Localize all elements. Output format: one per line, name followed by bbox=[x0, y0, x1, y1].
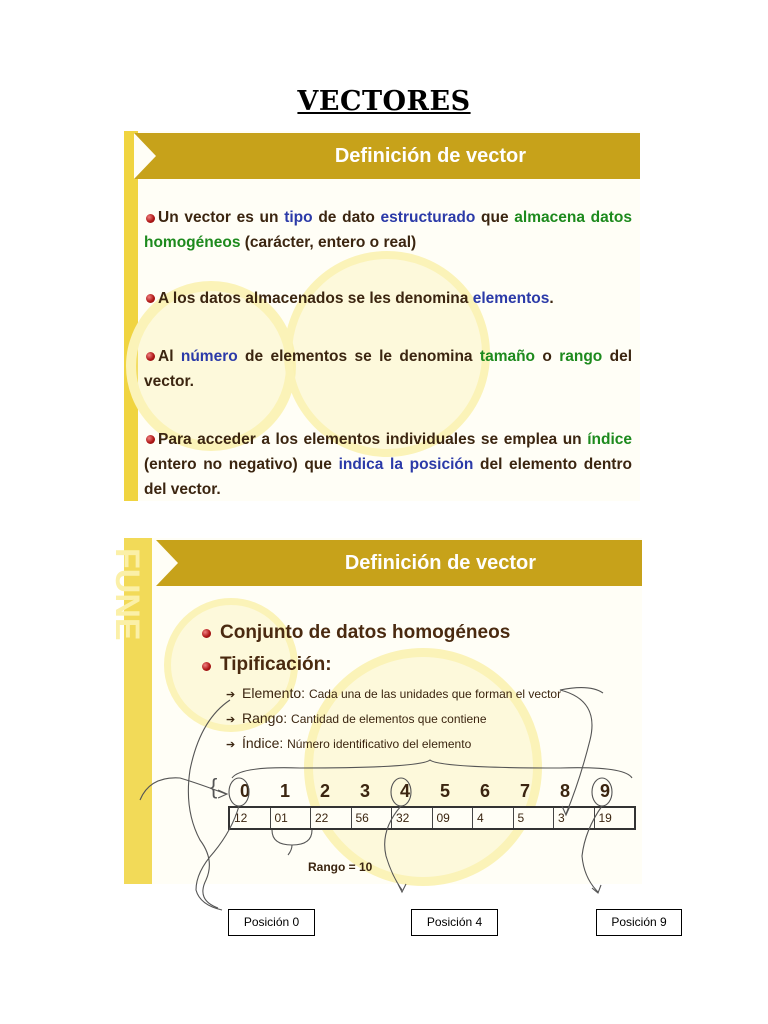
index-arrow bbox=[140, 778, 226, 800]
element-arrow bbox=[560, 688, 603, 814]
vector-cell: 22 bbox=[311, 808, 352, 828]
bullet-typification: Tipificación: bbox=[220, 654, 332, 675]
index-label: 1 bbox=[279, 781, 290, 801]
callout-4-line bbox=[385, 806, 402, 890]
vector-cell: 4 bbox=[473, 808, 514, 828]
vector-cell: 3 bbox=[554, 808, 595, 828]
slide-title: Definición de vector bbox=[334, 145, 526, 167]
index-0-circle bbox=[229, 778, 249, 806]
paragraph-size: Al número de elementos se le denomina tamaño o rango del vector. bbox=[144, 348, 633, 390]
callout-9-line bbox=[582, 806, 602, 892]
index-label: 4 bbox=[399, 781, 410, 801]
index-label: 2 bbox=[319, 781, 330, 801]
cell-bracket bbox=[272, 830, 312, 845]
brace-glyph: { bbox=[210, 774, 218, 799]
vector-cell: 56 bbox=[352, 808, 393, 828]
callout-position-4: Posición 4 bbox=[411, 909, 498, 936]
vector-cell: 19 bbox=[598, 811, 612, 825]
paragraph-elements: A los datos almacenados se les denomina elementos. bbox=[158, 290, 554, 307]
index-label: 8 bbox=[559, 781, 570, 801]
vector-cell: 32 bbox=[392, 808, 433, 828]
arrow-icon: ➔ bbox=[226, 739, 236, 751]
paragraph-definition: Un vector es un tipo de dato estructurado que almacena datos homogéneos (carácter, entero o real) bbox=[144, 209, 632, 251]
index-label: 7 bbox=[519, 781, 530, 801]
index-label: 3 bbox=[359, 781, 370, 801]
index-9-circle bbox=[592, 778, 612, 806]
index-label: 6 bbox=[479, 781, 490, 801]
index-label: 5 bbox=[439, 781, 450, 801]
vector-cell: 01 bbox=[271, 808, 312, 828]
sub-item-element: ➔ Elemento: Cada una de las unidades que forman el vector bbox=[226, 685, 562, 701]
page-title: VECTORES bbox=[297, 86, 471, 117]
bullet-homogeneous: Conjunto de datos homogéneos bbox=[220, 622, 511, 643]
vector-cell: 09 bbox=[433, 808, 474, 828]
callout-position-0: Posición 0 bbox=[228, 909, 315, 936]
arrow-icon: ➔ bbox=[226, 689, 236, 701]
sub-item-index: ➔ Índice: Número identificativo del elemento bbox=[226, 735, 472, 751]
index-4-circle bbox=[391, 778, 411, 806]
vector-cell: 12 bbox=[230, 808, 271, 828]
sub-item-range: ➔ Rango: Cantidad de elementos que contiene bbox=[226, 710, 487, 726]
range-label: Rango = 10 bbox=[308, 860, 373, 874]
vector-cell: 5 bbox=[514, 808, 555, 828]
callout-position-9: Posición 9 bbox=[596, 909, 682, 936]
index-label: 9 bbox=[599, 781, 610, 801]
arrow-icon: ➔ bbox=[226, 714, 236, 726]
side-letters: FUNE bbox=[108, 548, 146, 641]
callout-0-line bbox=[196, 806, 239, 910]
paragraph-index: Para acceder a los elementos individuales se emplea un índice (entero no negativo) que indica la posición del elemento dentro del vector. bbox=[144, 431, 632, 498]
index-brace bbox=[232, 760, 632, 778]
index-label: 0 bbox=[239, 781, 250, 801]
slide-title: Definición de vector bbox=[344, 552, 536, 574]
